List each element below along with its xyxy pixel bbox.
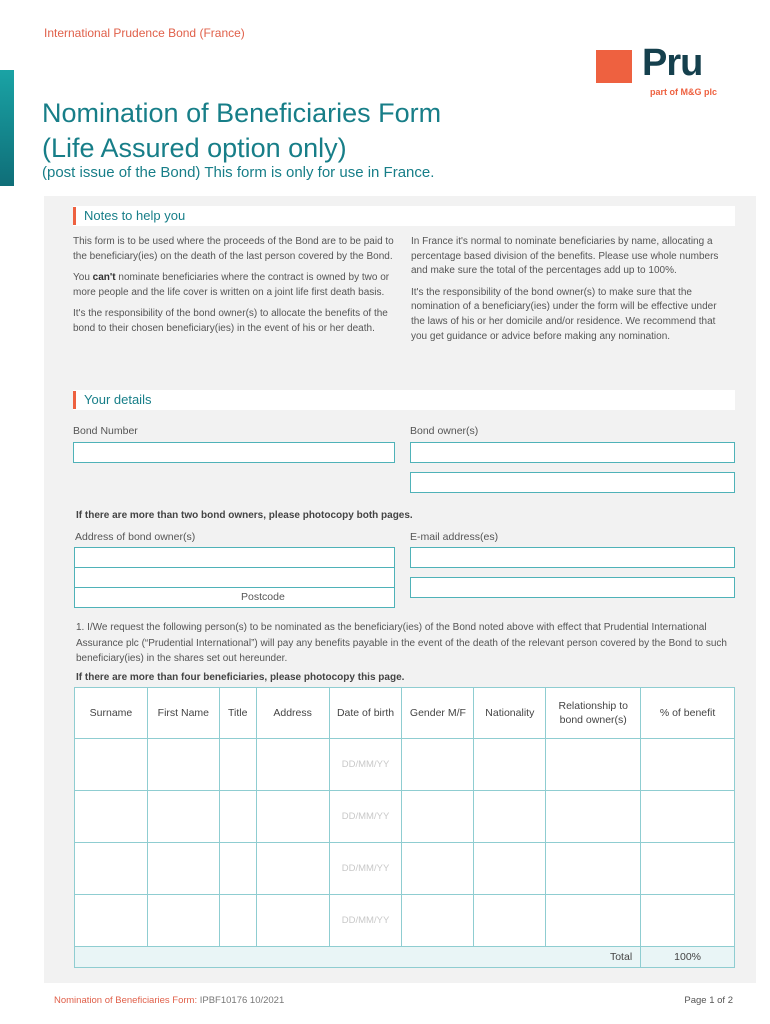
- cell-address[interactable]: [256, 895, 329, 947]
- bond-number-input[interactable]: [73, 442, 395, 463]
- col-header-surname: Surname: [75, 688, 148, 739]
- cell-title[interactable]: [219, 843, 256, 895]
- cell-gender[interactable]: [402, 843, 474, 895]
- section-accent: [73, 207, 76, 225]
- notes-right-p2: It's the responsibility of the bond owner(s) to make sure that the nomination of a beneficiary(ies) under the form will be effective under the laws of his or her domicile and/or residence. We recommend that you get guidance or advice before making any nomination.: [411, 286, 717, 342]
- col-header-nationality: Nationality: [474, 688, 546, 739]
- total-label: Total: [75, 947, 641, 968]
- cell-surname[interactable]: [75, 843, 148, 895]
- cell-nationality[interactable]: [474, 895, 546, 947]
- notes-left-column: [73, 235, 395, 344]
- notes-left-p2-post: nominate beneficiaries where the contract is owned by two or more people and the life cover is written on a joint life first death basis.: [73, 272, 390, 298]
- bond-owner-input-1[interactable]: [410, 442, 735, 463]
- details-heading: Your details: [84, 392, 152, 407]
- notes-right-column: [411, 235, 733, 351]
- side-accent-bar: [0, 70, 14, 186]
- notes-heading: Notes to help you: [84, 208, 186, 223]
- photocopy-beneficiaries-note: If there are more than four beneficiaries, please photocopy this page.: [76, 672, 405, 683]
- request-paragraph: 1. I/We request the following person(s) to be nominated as the beneficiary(ies) of the Bond noted above with effect that Prudential International Assurance plc (“Prudential International”) will pay any benefits payable in the event of the death of the relevant person covered by the Bond to such beneficiary(ies) in the shares set out hereunder.: [76, 622, 727, 664]
- total-value: 100%: [641, 947, 735, 968]
- bond-owner-input-2[interactable]: [410, 472, 735, 493]
- footer-form-name: [54, 995, 284, 1006]
- beneficiaries-table: [74, 687, 735, 968]
- title-line-1: Nomination of Beneficiaries Form: [42, 98, 442, 128]
- cell-first-name[interactable]: [147, 843, 219, 895]
- cell-surname[interactable]: [75, 739, 148, 791]
- cell-address[interactable]: [256, 843, 329, 895]
- table-row: [75, 739, 735, 791]
- cell-nationality[interactable]: [474, 739, 546, 791]
- cell-percent-benefit[interactable]: [641, 739, 735, 791]
- col-header-relationship: Relationship to bond owner(s): [546, 688, 641, 739]
- col-header-percent-benefit: % of benefit: [641, 688, 735, 739]
- cell-percent-benefit[interactable]: [641, 843, 735, 895]
- address-label: Address of bond owner(s): [75, 531, 196, 543]
- cell-relationship[interactable]: [546, 843, 641, 895]
- cell-nationality[interactable]: [474, 791, 546, 843]
- cell-date-of-birth[interactable]: DD/MM/YY: [329, 739, 402, 791]
- col-header-first-name: First Name: [147, 688, 219, 739]
- pru-logo: [596, 42, 720, 100]
- footer-form-title: Nomination of Beneficiaries Form:: [54, 995, 198, 1006]
- cell-relationship[interactable]: [546, 739, 641, 791]
- cell-first-name[interactable]: [147, 739, 219, 791]
- notes-left-p3: It's the responsibility of the bond owner(s) to allocate the benefits of the bond to their chosen beneficiary(ies) in the event of his or her death.: [73, 308, 388, 334]
- cell-percent-benefit[interactable]: [641, 791, 735, 843]
- cell-title[interactable]: [219, 791, 256, 843]
- cell-date-of-birth[interactable]: DD/MM/YY: [329, 791, 402, 843]
- email-input-1[interactable]: [410, 547, 735, 568]
- photocopy-owners-note: If there are more than two bond owners, please photocopy both pages.: [76, 510, 413, 521]
- footer-page-number: Page 1 of 2: [684, 995, 733, 1006]
- col-header-gender: Gender M/F: [402, 688, 474, 739]
- email-label: E-mail address(es): [410, 531, 499, 543]
- cell-surname[interactable]: [75, 791, 148, 843]
- cell-gender[interactable]: [402, 895, 474, 947]
- table-row: [75, 895, 735, 947]
- bond-owner-label: Bond owner(s): [410, 425, 479, 437]
- notes-left-p2-pre: You: [73, 272, 93, 284]
- cell-percent-benefit[interactable]: [641, 895, 735, 947]
- logo-text: Pru: [642, 42, 703, 84]
- cell-nationality[interactable]: [474, 843, 546, 895]
- email-input-2[interactable]: [410, 577, 735, 598]
- address-input-2[interactable]: [74, 567, 395, 588]
- cell-gender[interactable]: [402, 791, 474, 843]
- page-title: [42, 96, 441, 166]
- col-header-title: Title: [219, 688, 256, 739]
- col-header-address: Address: [256, 688, 329, 739]
- details-section-header: [73, 390, 735, 410]
- notes-left-p1: This form is to be used where the proceeds of the Bond are to be paid to the beneficiary(ies) on the death of the last person covered by the Bond.: [73, 236, 394, 262]
- cell-relationship[interactable]: [546, 791, 641, 843]
- section-accent: [73, 391, 76, 409]
- cell-title[interactable]: [219, 895, 256, 947]
- logo-square-icon: [596, 50, 632, 83]
- table-row: [75, 843, 735, 895]
- notes-right-p1: In France it's normal to nominate beneficiaries by name, allocating a percentage based division of the benefits. Please use whole numbers and make sure the total of the percentages add up to 100%.: [411, 236, 719, 277]
- address-input-3[interactable]: [74, 587, 395, 608]
- notes-left-p2-strong: can't: [92, 272, 116, 284]
- form-panel: [44, 196, 756, 983]
- postcode-label: Postcode: [241, 591, 285, 603]
- notes-section-header: [73, 206, 735, 226]
- bond-number-label: Bond Number: [73, 425, 138, 437]
- page-subtitle: (post issue of the Bond) This form is only for use in France.: [42, 164, 435, 181]
- cell-title[interactable]: [219, 739, 256, 791]
- cell-address[interactable]: [256, 791, 329, 843]
- cell-date-of-birth[interactable]: DD/MM/YY: [329, 895, 402, 947]
- cell-date-of-birth[interactable]: DD/MM/YY: [329, 843, 402, 895]
- cell-first-name[interactable]: [147, 895, 219, 947]
- cell-first-name[interactable]: [147, 791, 219, 843]
- cell-surname[interactable]: [75, 895, 148, 947]
- title-line-2: (Life Assured option only): [42, 133, 347, 163]
- address-input-1[interactable]: [74, 547, 395, 568]
- notes-left-p2: [73, 271, 395, 300]
- table-header-row: [75, 688, 735, 739]
- table-row: [75, 791, 735, 843]
- cell-relationship[interactable]: [546, 895, 641, 947]
- col-header-date-of-birth: Date of birth: [329, 688, 402, 739]
- logo-subtext: part of M&G plc: [650, 87, 717, 97]
- footer-form-code: IPBF10176 10/2021: [197, 995, 285, 1006]
- header-brand: International Prudence Bond (France): [44, 26, 245, 40]
- cell-address[interactable]: [256, 739, 329, 791]
- table-total-row: [75, 947, 735, 968]
- cell-gender[interactable]: [402, 739, 474, 791]
